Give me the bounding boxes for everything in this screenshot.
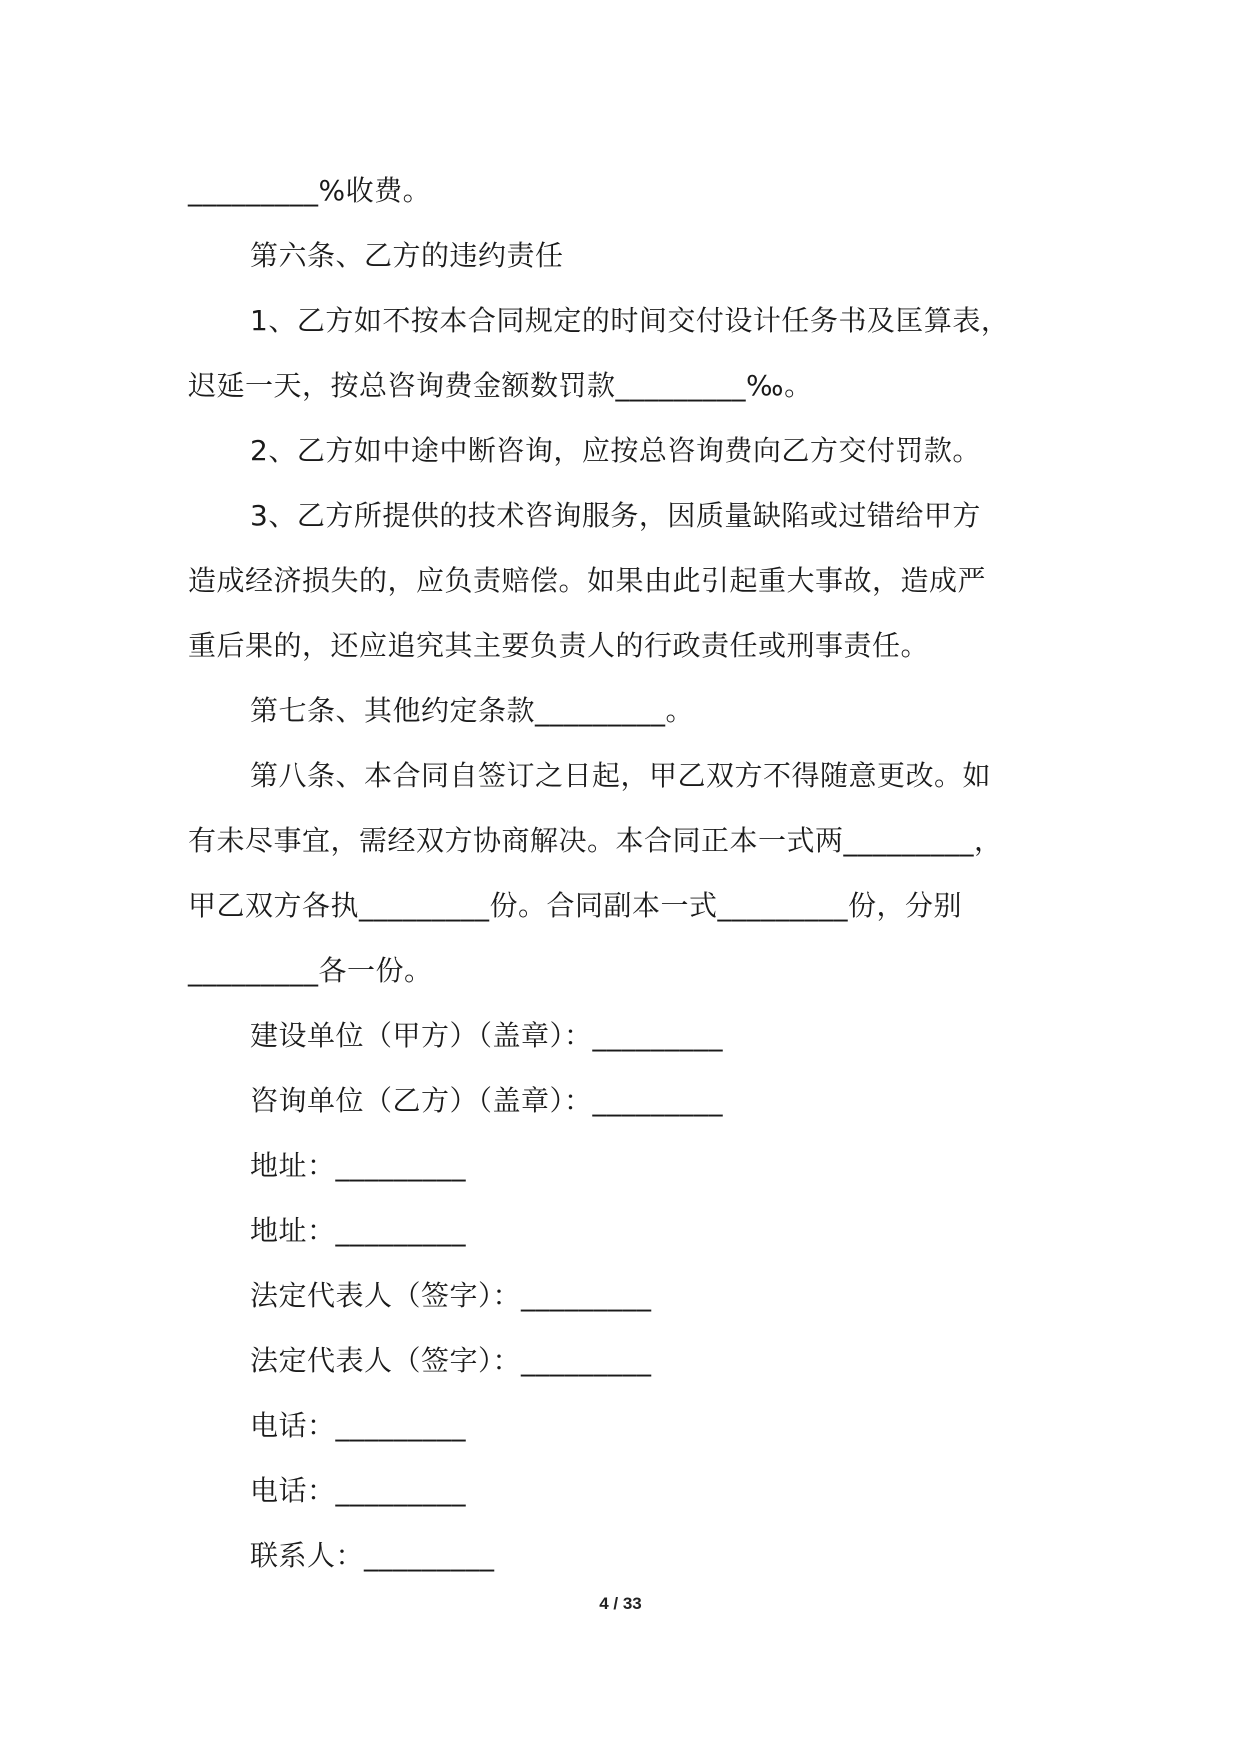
signature-field-party-b: 咨询单位（乙方）（盖章）：_________ xyxy=(250,1084,724,1117)
page-number: 4 / 33 xyxy=(599,1594,642,1613)
text-line: 第八条、本合同自签订之日起，甲乙双方不得随意更改。如 xyxy=(250,759,992,792)
document-body xyxy=(188,158,1068,1588)
text-line: 3、乙方所提供的技术咨询服务，因质量缺陷或过错给甲方 xyxy=(250,499,981,532)
legal-representative-field: 法定代表人（签字）：_________ xyxy=(250,1279,652,1312)
signature-field-party-a: 建设单位（甲方）（盖章）：_________ xyxy=(250,1019,724,1052)
text-line: 1、乙方如不按本合同规定的时间交付设计任务书及匡算表， xyxy=(250,304,1010,337)
text-line: 迟延一天，按总咨询费金额数罚款_________‰。 xyxy=(188,369,813,402)
text-line: _________各一份。 xyxy=(188,954,433,987)
contact-person-field: 联系人：_________ xyxy=(250,1539,495,1572)
text-line: 甲乙双方各执_________份。合同副本一式_________份，分别 xyxy=(188,889,963,922)
legal-representative-field: 法定代表人（签字）：_________ xyxy=(250,1344,652,1377)
address-field: 地址：_________ xyxy=(250,1214,467,1247)
article-heading: 第六条、乙方的违约责任 xyxy=(250,239,564,272)
text-line: 2、乙方如中途中断咨询，应按总咨询费向乙方交付罚款。 xyxy=(250,434,981,467)
address-field: 地址：_________ xyxy=(250,1149,467,1182)
text-line: 有未尽事宜，需经双方协商解决。本合同正本一式两_________， xyxy=(188,824,1003,857)
text-line: 造成经济损失的，应负责赔偿。如果由此引起重大事故，造成严 xyxy=(188,564,987,597)
text-line: _________%收费。 xyxy=(188,174,432,207)
article-heading: 第七条、其他约定条款_________。 xyxy=(250,694,695,727)
phone-field: 电话：_________ xyxy=(250,1409,467,1442)
text-line: 重后果的，还应追究其主要负责人的行政责任或刑事责任。 xyxy=(188,629,930,662)
phone-field: 电话：_________ xyxy=(250,1474,467,1507)
